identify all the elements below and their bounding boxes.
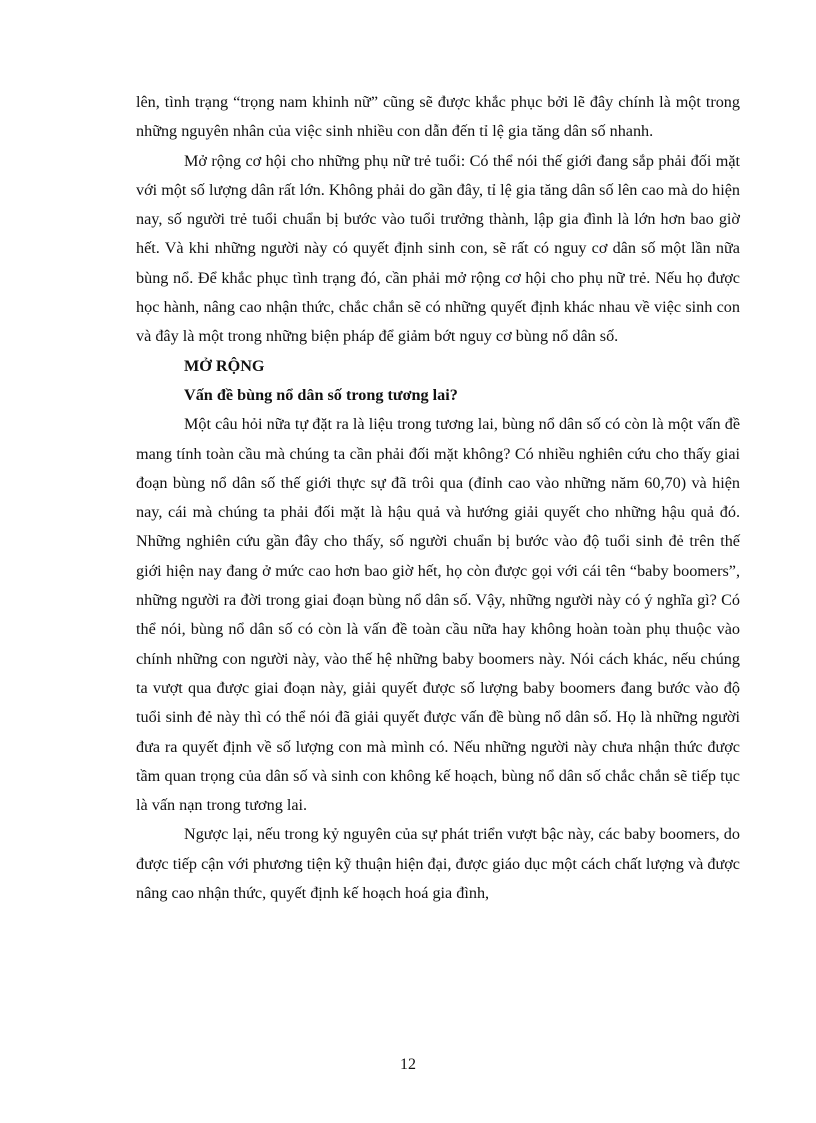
paragraph-conversely: Ngược lại, nếu trong kỷ nguyên của sự phát triển vượt bậc này, các baby boomers, do được tiếp cận với phương tiện kỹ thuận hiện đại, được giáo dục một cách chất lượng và được nâng cao nhận thức, quyết định kế hoạch hoá gia đình, xyxy=(136,825,740,903)
paragraph-continuation: lên, tình trạng “trọng nam khinh nữ” cũng sẽ được khắc phục bởi lẽ đây chính là một trong những nguyên nhân của việc sinh nhiều con dẫn đến tỉ lệ gia tăng dân số nhanh. xyxy=(136,93,740,141)
section-heading: MỞ RỘNG xyxy=(184,356,265,375)
paragraph-young-women: Mở rộng cơ hội cho những phụ nữ trẻ tuổi: Có thể nói thế giới đang sắp phải đối mặt với một số lượng dân rất lớn. Không phải do gần đây, tỉ lệ gia tăng dân số lên cao mà do hiện nay, số người trẻ tuổi chuẩn bị bước vào tuổi trưởng thành, lập gia đình là lớn hơn bao giờ hết. Và khi những người này có quyết định sinh con, sẽ rất có nguy cơ dân số một lần nữa bùng nổ. Để khắc phục tình trạng đó, cần phải mở rộng cơ hội cho phụ nữ trẻ. Nếu họ được học hành, nâng cao nhận thức, chắc chắn sẽ có những quyết định khác nhau về việc sinh con và đây là một trong những biện pháp để giảm bớt nguy cơ bùng nổ dân số. xyxy=(136,151,740,346)
page-number: 12 xyxy=(400,1056,416,1073)
document-page xyxy=(136,88,740,908)
subsection-heading: Vấn đề bùng nổ dân số trong tương lai? xyxy=(184,385,458,404)
paragraph-future-question: Một câu hỏi nữa tự đặt ra là liệu trong tương lai, bùng nổ dân số có còn là một vấn đề mang tính toàn cầu mà chúng ta cần phải đối mặt không? Có nhiều nghiên cứu cho thấy giai đoạn bùng nổ dân số thế giới thực sự đã trôi qua (đỉnh cao vào những năm 60,70) và hiện nay, cái mà chúng ta phải đối mặt là hậu quả và hướng giải quyết cho những hậu quả đó. Những nghiên cứu gần đây cho thấy, số người chuẩn bị bước vào độ tuổi sinh đẻ trên thế giới hiện nay đang ở mức cao hơn bao giờ hết, họ còn được gọi với cái tên “baby boomers”, những người ra đời trong giai đoạn bùng nổ dân số. Vậy, những người này có ý nghĩa gì? Có thể nói, bùng nổ dân số có còn là vấn đề toàn cầu nữa hay không hoàn toàn phụ thuộc vào chính những con người này, vào thế hệ những baby boomers này. Nói cách khác, nếu chúng ta vượt qua được giai đoạn này, giải quyết được số lượng baby boomers đang bước vào độ tuổi sinh đẻ này thì có thể nói đã giải quyết được vấn đề bùng nổ dân số. Họ là những người đưa ra quyết định về số lượng con mà mình có. Nếu những người này chưa nhận thức được tầm quan trọng của dân số và sinh con không kế hoạch, bùng nổ dân số chắc chắn sẽ tiếp tục là vấn nạn trong tương lai. xyxy=(136,415,740,815)
